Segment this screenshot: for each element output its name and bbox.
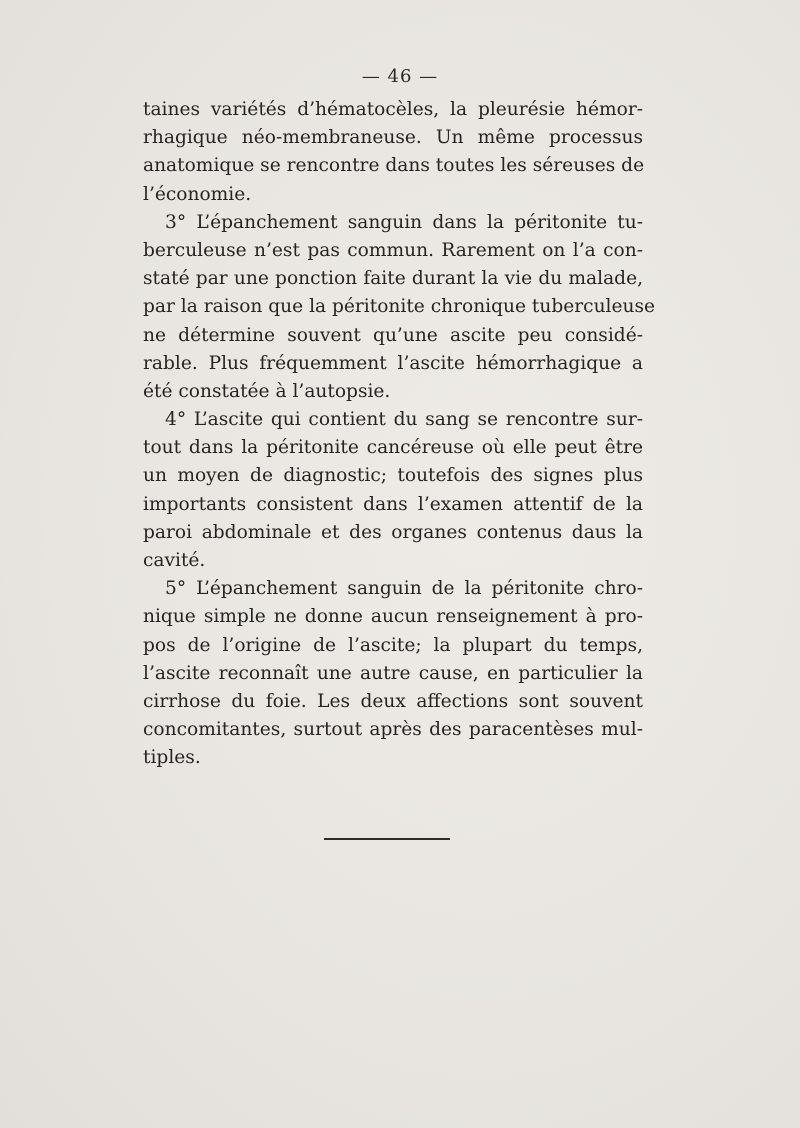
text-line: anatomique se rencontre dans toutes les séreuses de — [143, 155, 645, 177]
text-line: rhagique néo-membraneuse. Un même processus — [143, 127, 643, 149]
text-line: nique simple ne donne aucun renseignement à pro- — [143, 606, 643, 628]
text-line: l’économie. — [143, 183, 252, 205]
text-line: tout dans la péritonite cancéreuse où elle peut être — [143, 437, 643, 459]
text-line: cirrhose du foie. Les deux affections sont souvent — [143, 690, 643, 712]
text-line: berculeuse n’est pas commun. Rarement on l’a con- — [143, 239, 643, 261]
text-line: 3° L’épanchement sanguin dans la péritonite tu- — [165, 211, 643, 233]
end-rule — [324, 838, 450, 840]
body-text — [143, 96, 656, 773]
text-line: rable. Plus fréquemment l’ascite hémorrhagique a — [143, 352, 643, 374]
text-line: par la raison que la péritonite chronique tuberculeuse — [143, 296, 656, 318]
text-line: concomitantes, surtout après des paracentèses mul- — [143, 719, 643, 741]
text-line: l’ascite reconnaît une autre cause, en particulier la — [143, 662, 643, 684]
text-line: cavité. — [143, 550, 206, 571]
text-line: staté par une ponction faite durant la vie du malade, — [143, 268, 643, 290]
text-line: été constatée à l’autopsie. — [143, 380, 391, 402]
page-number: — 46 — — [361, 66, 439, 87]
text-line: un moyen de diagnostic; toutefois des signes plus — [143, 465, 643, 487]
text-line: taines variétés d’hématocèles, la pleurésie hémor- — [143, 99, 643, 120]
text-line: tiples. — [143, 747, 201, 769]
text-line: importants consistent dans l’examen attentif de la — [143, 493, 643, 515]
text-line: 4° L’ascite qui contient du sang se rencontre sur- — [165, 409, 643, 431]
text-line: ne détermine souvent qu’une ascite peu considé- — [143, 324, 643, 346]
text-line: pos de l’origine de l’ascite; la plupart du temps, — [143, 634, 643, 656]
text-line: 5° L’épanchement sanguin de la péritonite chro- — [165, 578, 643, 600]
text-line: paroi abdominale et des organes contenus daus la — [143, 521, 643, 543]
